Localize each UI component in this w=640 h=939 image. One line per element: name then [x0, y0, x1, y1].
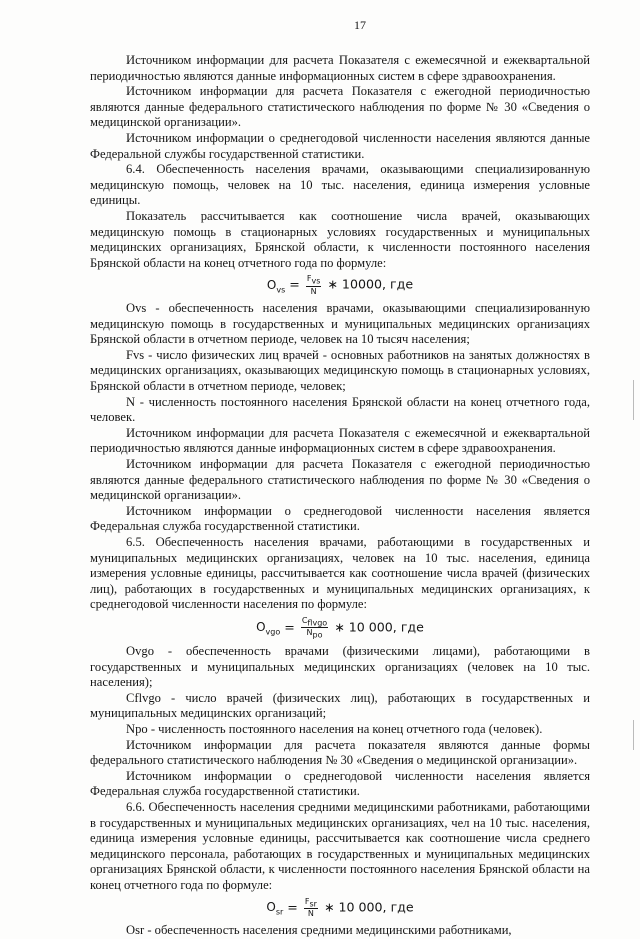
fraction-denominator: N — [310, 286, 317, 296]
paragraph: Источником информации для расчета Показателя с ежегодной периодичностью являются данные федерального статистического наблюдения по форме № 30 «Сведения о медицинской организации». — [90, 84, 590, 130]
paragraph: N - численность постоянного населения Брянской области на конец отчетного года, человек. — [90, 394, 590, 425]
paragraph: Ovs - обеспеченность населения врачами, оказывающими специализированную медицинскую помощь в государственных и муниципальных медицинских организациях Брянской области в отчетном периоде, человек на 10 тысяч населения; — [90, 301, 590, 347]
paragraph: Источником информации о среднегодовой численности населения является Федеральная служба государственной статистики. — [90, 503, 590, 534]
paragraph: Fvs - число физических лиц врачей - основных работников на занятых должностях в медицинских организациях, оказывающих медицинскую помощь в стационарных условиях, Брянской области в отчетном периоде, человек; — [90, 347, 590, 393]
formula-lhs: O — [266, 277, 277, 292]
formula-lhs-sub: vgo — [265, 627, 281, 637]
fraction — [304, 897, 318, 919]
section-6-5-heading: 6.5. Обеспеченность населения врачами, работающими в государственных и муниципальных медицинских организациях, человек на 10 тыс. населения, единица измерения условные единицы, рассчитывается как соотношение числа врачей (физических лиц), работающих в государственных и муниципальных медицинских организациях, к среднегодовой численности населения по формуле: — [90, 534, 590, 612]
paragraph: Источником информации о среднегодовой численности населения являются данные Федеральной службы государственной статистики. — [90, 130, 590, 161]
paragraph: Cflvgo - число врачей (физических лиц), работающих в государственных и муниципальных медицинских организаций; — [90, 690, 590, 721]
fraction — [301, 616, 328, 640]
fraction-denominator: N — [306, 628, 313, 638]
section-6-6-heading: 6.6. Обеспеченность населения средними медицинскими работниками, работающими в государственных и муниципальных медицинских организациях, чел на 10 тыс. населения, единица измерения условные единицы, рассчитывается как соотношение числа среднего медицинского персонала, работающих в государственных и муниципальных медицинских организациях Брянской области, к численности постоянного населения Брянской области на конец отчетного года по формуле: — [90, 800, 590, 892]
formula-lhs: O — [266, 899, 276, 914]
paragraph: Osr - обеспеченность населения средними медицинскими работниками, — [126, 923, 512, 938]
margin-mark — [633, 720, 634, 750]
formula-rhs: ∗ 10000, где — [327, 276, 414, 292]
paragraph: Npo - численность постоянного населения на конец отчетного года (человек). — [126, 722, 543, 737]
paragraph: Источником информации для расчета показателя являются данные формы федерального статистического наблюдения № 30 «Сведения о медицинской организации». — [90, 737, 590, 768]
formula-lhs: O — [256, 620, 266, 635]
paragraph: Источником информации для расчета Показателя с ежегодной периодичностью являются данные федерального статистического наблюдения по форме № 30 «Сведения о медицинской организации». — [90, 456, 590, 503]
fraction-numerator: F — [306, 274, 312, 284]
paragraph: Источником информации о среднегодовой численности населения является Федеральная служба государственной статистики. — [90, 768, 590, 799]
formula-lhs-sub: vs — [276, 285, 286, 294]
formula-rhs: ∗ 10 000, где — [334, 619, 424, 635]
margin-mark — [633, 380, 634, 420]
fraction-numerator: C — [301, 615, 308, 625]
fraction-denominator-sub: po — [312, 631, 323, 641]
fraction-numerator-sub: sr — [309, 899, 317, 909]
formula-rhs: ∗ 10 000, где — [323, 898, 414, 914]
paragraph: Источником информации для расчета Показателя с ежемесячной и ежеквартальной периодичностью являются данные информационных систем в сфере здравоохранения. — [90, 53, 590, 83]
paragraph: Показатель рассчитывается как соотношение числа врачей, оказывающих медицинскую помощь в стационарных условиях государственных и муниципальных медицинских организациях, Брянской области, к численности постоянного населения Брянской области на конец отчетного года по формуле: — [90, 208, 590, 270]
paragraph: Источником информации для расчета Показателя с ежемесячной и ежеквартальной периодичностью являются данные информационных систем в сфере здравоохранения. — [90, 425, 590, 456]
formula-lhs-sub: sr — [275, 907, 284, 917]
section-6-4-heading: 6.4. Обеспеченность населения врачами, оказывающими специализированную медицинскую помощь, человек на 10 тыс. населения, единица измерения условные единицы. — [90, 162, 590, 208]
formula-ovgo: $O_{vgo}$ = $\frac{C_{flvgo}}{N_{po}}$ ∗ 10 000, где — [256, 615, 424, 641]
fraction — [306, 274, 322, 296]
formula-osr: $O_{sr}$ = $\frac{F_{sr}}{N}$ ∗ 10 000, где — [266, 896, 414, 919]
page-number: 17 — [354, 18, 366, 32]
fraction-numerator-sub: vs — [311, 276, 321, 286]
paragraph: Ovgo - обеспеченность врачами (физическими лицами), работающими в государственных и муниципальных медицинских организациях (человек на 10 тыс. населения); — [90, 644, 590, 690]
fraction-numerator: F — [304, 896, 310, 906]
formula-ovs: $O_{vs}$ = $\frac{F_{vs}}{N}$ ∗ 10000, где — [266, 274, 414, 296]
fraction-denominator: N — [307, 909, 314, 919]
fraction-numerator-sub: flvgo — [307, 618, 328, 628]
